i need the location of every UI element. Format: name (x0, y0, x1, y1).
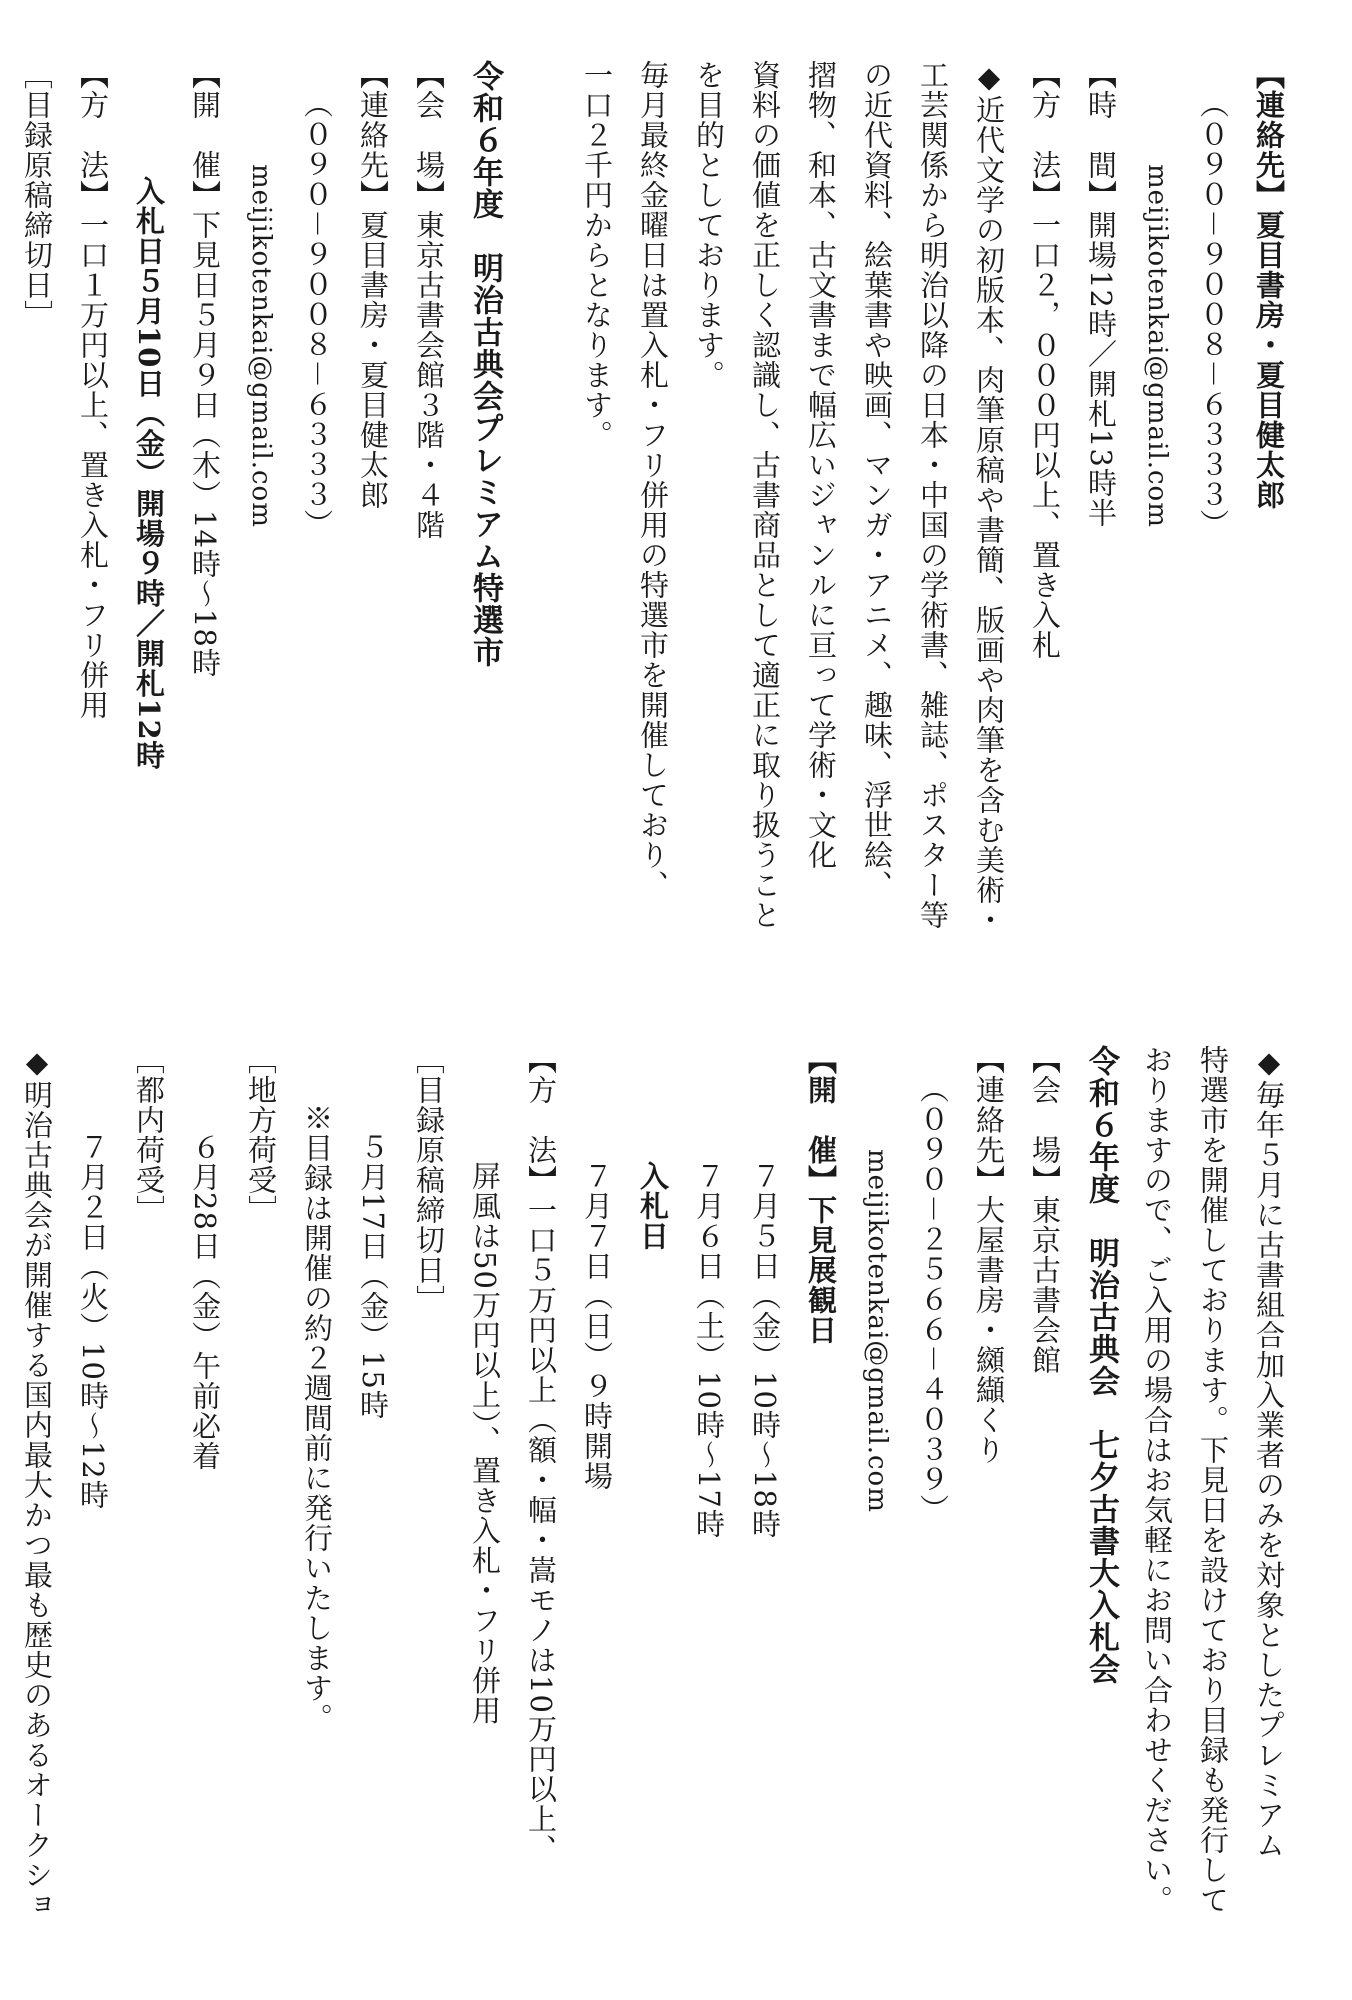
method-line: 【方 法】一口５万円以上（額・幅・嵩モノは10万円以上、 (524, 1045, 558, 1864)
method-line: 【方 法】一口２，０００円以上、置き入札 (1028, 60, 1062, 660)
bottom-section (9, 1045, 1297, 1965)
paragraph-line: 資料の価値を正しく認識し、古書商品として適正に取り扱うこと (748, 60, 782, 930)
deadline-date (0, 60, 9, 980)
paragraph-line: おりますので、ご入用の場合はお気軽にお問い合わせください。 (1140, 1045, 1174, 1915)
tokyo-intake-heading: ［都内荷受］ (132, 1045, 166, 1225)
paragraph-line: ◆明治古典会が開催する国内最大かつ最も歴史のあるオークショ (20, 1045, 54, 1920)
venue-line: 【会 場】東京古書会館３階・４階 (412, 60, 446, 540)
event-title: 令和６年度 明治古典会プレミアム特選市 (467, 60, 503, 668)
schedule-line: 入札日５月10日（金）開場９時／開札12時 (132, 176, 166, 771)
contact-line: 【連絡先】大屋書房・纐纈くり (972, 1045, 1006, 1465)
regional-intake-date: ６月28日（金）午前必着 (188, 1132, 222, 1471)
regional-intake-heading: ［地方荷受］ (244, 1045, 278, 1225)
tokyo-intake-date: ７月２日（火）10時～12時 (76, 1132, 110, 1510)
deadline-heading: ［目録原稿締切日］ (20, 60, 54, 330)
event-title: 令和６年度 明治古典会 七夕古書大入札会 (1083, 1045, 1119, 1685)
top-section (0, 60, 1297, 980)
paragraph-line: 摺物、和本、古文書まで幅広いジャンルに亘って学術・文化 (804, 60, 838, 870)
email-line: meijikotenkai@gmail.com (1142, 164, 1172, 528)
time-line: 【時 間】開場12時／開札13時半 (1084, 60, 1118, 528)
paragraph-line: の近代資料、絵葉書や映画、マンガ・アニメ、趣味、浮世絵、 (860, 60, 894, 900)
paragraph-line: 特選市を開催しております。下見日を設けており目録も発行して (1196, 1045, 1230, 1915)
column-gap (513, 60, 569, 980)
email-line: meijikotenkai@gmail.com (246, 164, 276, 528)
method-line: 【方 法】一口１万円以上、置き入札・フリ併用 (76, 60, 110, 720)
phone-line: （０９０－９００８－６３３３） (1196, 89, 1230, 540)
contact-line: 【連絡先】夏目書房・夏目健太郎 (1252, 60, 1286, 510)
venue-line: 【会 場】東京古書会館 (1028, 1045, 1062, 1375)
method-line: 屏風は50万円以上）、置き入札・フリ併用 (468, 1161, 502, 1726)
phone-line: （０９０－９００８－６３３３） (300, 89, 334, 540)
schedule-line: ７月７日（日）９時開場 (580, 1161, 614, 1491)
paragraph-line: 工芸関係から明治以降の日本・中国の学術書、雑誌、ポスター等 (916, 60, 950, 930)
phone-line: （０９０－２５６６－４０３９） (916, 1074, 950, 1525)
paragraph-line: ◆毎年５月に古書組合加入業者のみを対象としたプレミアム (1252, 1045, 1286, 1860)
schedule-heading: 入札日 (636, 1161, 670, 1251)
schedule-line: 【開 催】下見日５月９日（木）14時～18時 (188, 60, 222, 678)
schedule-line: ７月６日（土）10時～17時 (692, 1161, 726, 1539)
schedule-heading: 【開 催】下見展観日 (804, 1045, 838, 1345)
deadline-date: ５月17日（金）15時 (356, 1132, 390, 1420)
contact-line: 【連絡先】夏目書房・夏目健太郎 (356, 60, 390, 510)
paragraph-line: ◆近代文学の初版本、肉筆原稿や書簡、版画や肉筆を含む美術・ (972, 60, 1006, 935)
schedule-line: ７月５日（金）10時～18時 (748, 1161, 782, 1539)
catalog-note: ※目録は開催の約２週間前に発行いたします。 (300, 1103, 334, 1733)
paragraph-line: 毎月最終金曜日は置入札・フリ併用の特選市を開催しており、 (636, 60, 670, 900)
paragraph-line: を目的としております。 (692, 60, 726, 390)
paragraph-line: 一口２千円からとなります。 (580, 60, 614, 450)
deadline-heading: ［目録原稿締切日］ (412, 1045, 446, 1315)
email-line: meijikotenkai@gmail.com (862, 1149, 892, 1513)
